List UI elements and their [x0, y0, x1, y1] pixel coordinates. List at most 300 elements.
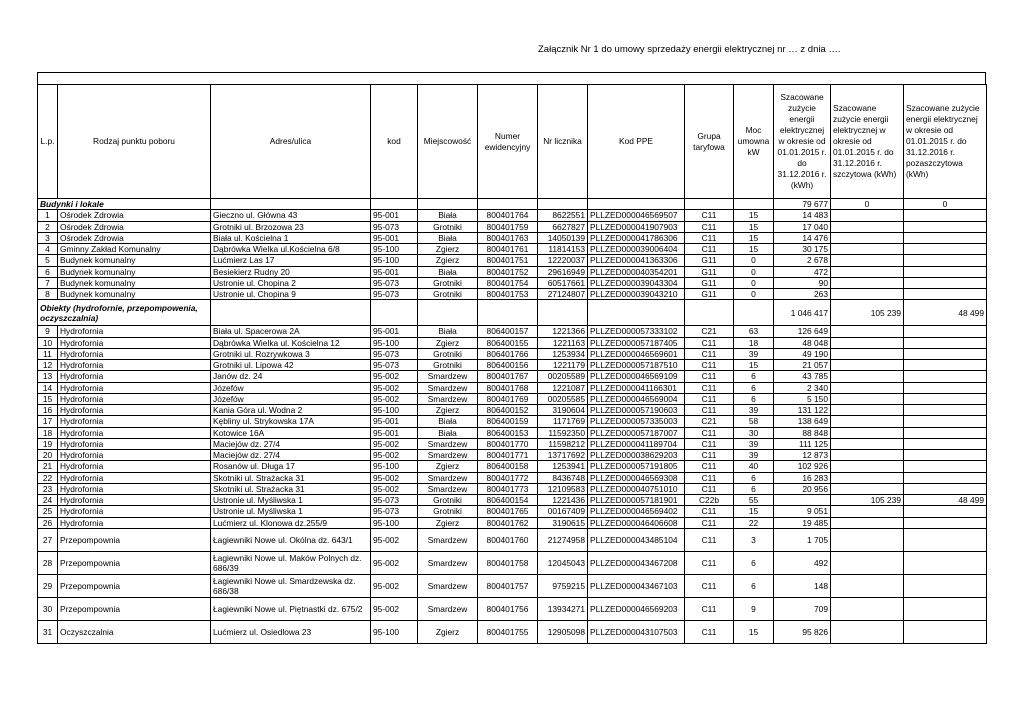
cell-zuz: 148	[774, 574, 831, 597]
cell-moc: 6	[734, 551, 774, 574]
cell-kod: 95-073	[371, 348, 418, 359]
cell-nr: 800401758	[478, 551, 538, 574]
cell-ppe: PLLZED000057187510	[588, 360, 685, 371]
cell-moc: 18	[734, 337, 774, 348]
cell-kod: 95-002	[371, 528, 418, 551]
cell-rodzaj: Hydrofornia	[58, 416, 211, 427]
cell-miejsc: Biała	[418, 210, 478, 221]
cell-nr: 806400154	[478, 495, 538, 506]
cell-rodzaj: Budynek komunalny	[58, 266, 211, 277]
cell-psz	[904, 289, 987, 300]
cell-psz	[904, 472, 987, 483]
cell-adres: Łagiewniki Nowe ul. Smardzewska dz. 686/38	[211, 574, 371, 597]
cell-zuz: 2 678	[774, 255, 831, 266]
cell-moc: 15	[734, 620, 774, 643]
cell-psz	[904, 620, 987, 643]
cell-sz	[831, 528, 904, 551]
cell-sz	[831, 450, 904, 461]
cell-ppe: PLLZED000046406608	[588, 517, 685, 528]
table-row	[38, 348, 987, 359]
cell-ppe: PLLZED000040751010	[588, 483, 685, 494]
cell-lp: 15	[38, 393, 58, 404]
cell-grupa: C11	[685, 461, 734, 472]
cell-lp: 28	[38, 551, 58, 574]
cell-zuz	[774, 495, 831, 506]
table-row	[38, 551, 987, 574]
cell-adres: Dąbrówka Wielka ul.Kościelna 6/8	[211, 244, 371, 255]
cell-zuz: 472	[774, 266, 831, 277]
col-pozaszczyt: Szacowane zużycie energii elektrycznej w okresie od 01.01.2015 r. do 31.12.2016 r. pozaszczytowa (kWh)	[904, 85, 987, 199]
table-row	[38, 266, 987, 277]
cell-kod: 95-002	[371, 551, 418, 574]
cell-grupa: C11	[685, 597, 734, 620]
table-row	[38, 517, 987, 528]
cell-sz	[831, 221, 904, 232]
cell-psz	[904, 348, 987, 359]
col-zuzycie: Szacowane zużycie energii elektrycznej w okresie od 01.01.2015 r. do 31.12.2016 r. (kWh)	[774, 85, 831, 199]
document-title: Załącznik Nr 1 do umowy sprzedaży energii elektrycznej nr … z dnia ….	[538, 44, 841, 55]
cell-psz	[904, 221, 987, 232]
energy-points-table	[37, 84, 987, 644]
cell-kod: 95-001	[371, 427, 418, 438]
cell-licz: 8622551	[538, 210, 588, 221]
cell-ppe: PLLZED000057187405	[588, 337, 685, 348]
cell-lp: 30	[38, 597, 58, 620]
table-row	[38, 574, 987, 597]
table-row	[38, 277, 987, 288]
cell-sz: 105 239	[831, 495, 904, 506]
cell-moc: 22	[734, 517, 774, 528]
cell-ppe: PLLZED000043467208	[588, 551, 685, 574]
cell-ppe: PLLZED000046569109	[588, 371, 685, 382]
cell-rodzaj: Hydrofornia	[58, 348, 211, 359]
cell-rodzaj: Hydrofornia	[58, 371, 211, 382]
table-row	[38, 427, 987, 438]
cell-lp: 13	[38, 371, 58, 382]
cell-nr: 806400152	[478, 405, 538, 416]
cell-zuz: 263	[774, 289, 831, 300]
cell-grupa: C11	[685, 528, 734, 551]
cell-lp: 31	[38, 620, 58, 643]
cell-ppe: PLLZED000039043304	[588, 277, 685, 288]
cell-sz	[831, 416, 904, 427]
cell-nr: 806400156	[478, 360, 538, 371]
cell-psz	[904, 337, 987, 348]
cell-lp: 7	[38, 277, 58, 288]
cell-moc: 0	[734, 277, 774, 288]
cell-licz: 27124807	[538, 289, 588, 300]
cell-ppe: PLLZED000041166301	[588, 382, 685, 393]
cell-miejsc: Smardzew	[418, 450, 478, 461]
cell-miejsc: Smardzew	[418, 472, 478, 483]
cell-zuz: 709	[774, 597, 831, 620]
cell-licz: 1221436	[538, 495, 588, 506]
cell-nr: 800401773	[478, 483, 538, 494]
cell-zuz: 5 150	[774, 393, 831, 404]
cell-zuz: 102 926	[774, 461, 831, 472]
cell-lp: 6	[38, 266, 58, 277]
cell-kod: 95-100	[371, 517, 418, 528]
cell-ppe: PLLZED000039006404	[588, 244, 685, 255]
cell-moc: 39	[734, 405, 774, 416]
cell-rodzaj: Oczyszczalnia	[58, 620, 211, 643]
cell-moc: 39	[734, 438, 774, 449]
cell-zuz: 19 485	[774, 517, 831, 528]
cell-zuz: 16 283	[774, 472, 831, 483]
cell-grupa: C11	[685, 438, 734, 449]
table-row	[38, 371, 987, 382]
cell-psz	[904, 597, 987, 620]
cell-grupa: C11	[685, 244, 734, 255]
table-row	[38, 483, 987, 494]
cell-moc: 9	[734, 597, 774, 620]
cell-nr: 806400153	[478, 427, 538, 438]
cell-kod: 95-002	[371, 574, 418, 597]
cell-lp: 27	[38, 528, 58, 551]
cell-rodzaj: Hydrofornia	[58, 506, 211, 517]
cell-moc: 0	[734, 266, 774, 277]
table-row	[38, 337, 987, 348]
cell-licz: 14050139	[538, 232, 588, 243]
cell-psz	[904, 266, 987, 277]
cell-grupa: G11	[685, 266, 734, 277]
cell-rodzaj: Hydrofornia	[58, 438, 211, 449]
cell-sz	[831, 472, 904, 483]
cell-kod: 95-002	[371, 483, 418, 494]
cell-licz: 00167409	[538, 506, 588, 517]
cell-sz	[831, 574, 904, 597]
cell-moc: 15	[734, 244, 774, 255]
cell-licz: 12905098	[538, 620, 588, 643]
cell-rodzaj: Hydrofornia	[58, 450, 211, 461]
cell-moc: 63	[734, 326, 774, 337]
cell-licz: 11814153	[538, 244, 588, 255]
cell-moc: 15	[734, 221, 774, 232]
cell-moc: 3	[734, 528, 774, 551]
cell-moc: 6	[734, 393, 774, 404]
cell-zuz: 131 122	[774, 405, 831, 416]
cell-moc: 40	[734, 461, 774, 472]
cell-miejsc: Smardzew	[418, 528, 478, 551]
col-moc: Moc umowna kW	[734, 85, 774, 199]
cell-moc: 30	[734, 427, 774, 438]
cell-nr: 800401754	[478, 277, 538, 288]
table-row	[38, 450, 987, 461]
cell-miejsc: Zgierz	[418, 517, 478, 528]
col-ppe: Kod PPE	[588, 85, 685, 199]
cell-licz: 13717692	[538, 450, 588, 461]
cell-nr: 800401763	[478, 232, 538, 243]
cell-sz	[831, 360, 904, 371]
table-row	[38, 405, 987, 416]
cell-kod: 95-001	[371, 266, 418, 277]
cell-licz: 6627827	[538, 221, 588, 232]
cell-zuz: 14 476	[774, 232, 831, 243]
cell-zuz: 21 057	[774, 360, 831, 371]
cell-nr: 800401768	[478, 382, 538, 393]
cell-ppe: PLLZED000041786306	[588, 232, 685, 243]
cell-lp: 1	[38, 210, 58, 221]
cell-sz	[831, 461, 904, 472]
col-numer: Numer ewidencyjny	[478, 85, 538, 199]
cell-grupa: C11	[685, 382, 734, 393]
cell-kod: 95-001	[371, 210, 418, 221]
cell-licz: 11592350	[538, 427, 588, 438]
cell-lp: 29	[38, 574, 58, 597]
cell-rodzaj: Hydrofornia	[58, 427, 211, 438]
cell-ppe: PLLZED000046569203	[588, 597, 685, 620]
cell-lp: 3	[38, 232, 58, 243]
cell-moc: 58	[734, 416, 774, 427]
col-kod: kod	[371, 85, 418, 199]
cell-grupa: C11	[685, 221, 734, 232]
cell-adres: Gieczno ul. Główna 43	[211, 210, 371, 221]
cell-grupa: C11	[685, 472, 734, 483]
section-total: 79 677	[774, 199, 831, 210]
cell-moc: 15	[734, 210, 774, 221]
section-pozaszczyt: 48 499	[904, 300, 987, 326]
cell-adres: Lućmierz Las 17	[211, 255, 371, 266]
cell-ppe: PLLZED000057335003	[588, 416, 685, 427]
cell-kod: 95-002	[371, 393, 418, 404]
cell-psz	[904, 244, 987, 255]
cell-grupa: C11	[685, 371, 734, 382]
section-label: Obiekty (hydrofornie, przepompowenia, oczyszczalnia)	[38, 300, 211, 326]
table-row	[38, 326, 987, 337]
cell-licz: 3190604	[538, 405, 588, 416]
cell-sz	[831, 517, 904, 528]
cell-grupa: C11	[685, 450, 734, 461]
cell-grupa: C11	[685, 483, 734, 494]
cell-licz: 12109583	[538, 483, 588, 494]
cell-grupa: C11	[685, 210, 734, 221]
cell-kod: 95-100	[371, 405, 418, 416]
cell-sz	[831, 483, 904, 494]
cell-ppe: PLLZED000043467103	[588, 574, 685, 597]
cell-sz	[831, 277, 904, 288]
cell-adres: Rosanów ul. Długa 17	[211, 461, 371, 472]
cell-licz: 12220037	[538, 255, 588, 266]
cell-zuz: 126 649	[774, 326, 831, 337]
cell-lp: 14	[38, 382, 58, 393]
cell-kod: 95-100	[371, 337, 418, 348]
section-total: 1 046 417	[774, 300, 831, 326]
cell-rodzaj: Hydrofornia	[58, 405, 211, 416]
cell-adres: Grotniki ul. Lipowa 42	[211, 360, 371, 371]
cell-grupa: C22b	[685, 495, 734, 506]
table-row	[38, 438, 987, 449]
col-rodzaj: Rodzaj punktu poboru	[58, 85, 211, 199]
cell-psz	[904, 483, 987, 494]
cell-kod: 95-073	[371, 360, 418, 371]
col-lp: L.p.	[38, 85, 58, 199]
cell-kod: 95-001	[371, 232, 418, 243]
cell-adres: Grotniki ul. Brzozowa 23	[211, 221, 371, 232]
cell-lp: 9	[38, 326, 58, 337]
cell-sz	[831, 266, 904, 277]
cell-kod: 95-001	[371, 416, 418, 427]
cell-adres: Biała ul. Kościelna 1	[211, 232, 371, 243]
cell-zuz: 49 190	[774, 348, 831, 359]
cell-lp: 24	[38, 495, 58, 506]
cell-miejsc: Smardzew	[418, 371, 478, 382]
table-row	[38, 393, 987, 404]
cell-grupa: G11	[685, 255, 734, 266]
cell-licz: 1253934	[538, 348, 588, 359]
cell-nr: 806400155	[478, 337, 538, 348]
cell-grupa: C11	[685, 620, 734, 643]
cell-zuz: 9 051	[774, 506, 831, 517]
cell-lp: 11	[38, 348, 58, 359]
cell-moc: 39	[734, 348, 774, 359]
cell-lp: 5	[38, 255, 58, 266]
cell-lp: 16	[38, 405, 58, 416]
cell-ppe: PLLZED000057181901	[588, 495, 685, 506]
cell-kod: 95-100	[371, 461, 418, 472]
cell-ppe: PLLZED000057190603	[588, 405, 685, 416]
cell-rodzaj: Przepompownia	[58, 528, 211, 551]
cell-miejsc: Smardzew	[418, 574, 478, 597]
cell-psz	[904, 528, 987, 551]
cell-ppe: PLLZED000041907903	[588, 221, 685, 232]
table-row	[38, 289, 987, 300]
col-szczyt: Szacowane zużycie energii elektrycznej w okresie od 01.01.2015 r. do 31.12.2016 r. szczytowa (kWh)	[831, 85, 904, 199]
cell-rodzaj: Budynek komunalny	[58, 289, 211, 300]
cell-grupa: C21	[685, 326, 734, 337]
cell-zuz: 48 048	[774, 337, 831, 348]
cell-licz: 00205589	[538, 371, 588, 382]
cell-psz	[904, 427, 987, 438]
cell-kod: 95-073	[371, 495, 418, 506]
cell-moc: 0	[734, 289, 774, 300]
cell-miejsc: Biała	[418, 232, 478, 243]
col-grupa: Grupa taryfowa	[685, 85, 734, 199]
cell-nr: 800401760	[478, 528, 538, 551]
section-szczyt: 0	[831, 199, 904, 210]
cell-rodzaj: Hydrofornia	[58, 360, 211, 371]
cell-nr: 800401757	[478, 574, 538, 597]
cell-adres: Lućmierz ul. Klonowa dz.255/9	[211, 517, 371, 528]
cell-rodzaj: Hydrofornia	[58, 461, 211, 472]
cell-kod: 95-100	[371, 620, 418, 643]
cell-adres: Ustronie ul. Myśliwska 1	[211, 506, 371, 517]
cell-ppe: PLLZED000039043210	[588, 289, 685, 300]
cell-nr: 800401764	[478, 210, 538, 221]
cell-miejsc: Biała	[418, 326, 478, 337]
cell-zuz: 12 873	[774, 450, 831, 461]
cell-adres: Ustronie ul. Myśliwska 1	[211, 495, 371, 506]
cell-nr: 800401765	[478, 506, 538, 517]
cell-nr: 800401769	[478, 393, 538, 404]
cell-psz	[904, 461, 987, 472]
cell-moc: 6	[734, 483, 774, 494]
cell-lp: 23	[38, 483, 58, 494]
cell-rodzaj: Przepompownia	[58, 551, 211, 574]
cell-ppe: PLLZED000041363306	[588, 255, 685, 266]
cell-moc: 15	[734, 360, 774, 371]
cell-nr: 806400157	[478, 326, 538, 337]
cell-nr: 800401771	[478, 450, 538, 461]
cell-kod: 95-100	[371, 244, 418, 255]
cell-nr: 800401767	[478, 371, 538, 382]
cell-sz	[831, 551, 904, 574]
cell-sz	[831, 393, 904, 404]
header-row	[38, 85, 987, 199]
cell-zuz: 20 956	[774, 483, 831, 494]
cell-miejsc: Smardzew	[418, 597, 478, 620]
cell-miejsc: Smardzew	[418, 382, 478, 393]
table-row	[38, 255, 987, 266]
cell-adres: Besiekierz Rudny 20	[211, 266, 371, 277]
section-label: Budynki i lokale	[38, 199, 211, 210]
cell-psz	[904, 416, 987, 427]
cell-licz: 12045043	[538, 551, 588, 574]
cell-adres: Łagiewniki Nowe ul. Piętnastki dz. 675/2	[211, 597, 371, 620]
cell-nr: 800401772	[478, 472, 538, 483]
cell-moc: 0	[734, 255, 774, 266]
cell-adres: Skotniki ul. Strażacka 31	[211, 483, 371, 494]
cell-miejsc: Zgierz	[418, 337, 478, 348]
cell-licz: 1221366	[538, 326, 588, 337]
cell-nr: 800401753	[478, 289, 538, 300]
cell-kod: 95-001	[371, 326, 418, 337]
cell-kod: 95-073	[371, 221, 418, 232]
cell-kod: 95-002	[371, 472, 418, 483]
cell-zuz: 14 483	[774, 210, 831, 221]
cell-sz	[831, 506, 904, 517]
cell-lp: 19	[38, 438, 58, 449]
cell-moc: 55	[734, 495, 774, 506]
cell-miejsc: Grotniki	[418, 506, 478, 517]
cell-psz	[904, 255, 987, 266]
cell-ppe: PLLZED000043485104	[588, 528, 685, 551]
table-row	[38, 495, 987, 506]
cell-miejsc: Zgierz	[418, 244, 478, 255]
cell-ppe: PLLZED000043107503	[588, 620, 685, 643]
cell-nr: 800401756	[478, 597, 538, 620]
cell-lp: 25	[38, 506, 58, 517]
col-adres: Adres/ulica	[211, 85, 371, 199]
cell-kod: 95-100	[371, 255, 418, 266]
cell-nr: 800401759	[478, 221, 538, 232]
cell-grupa: G11	[685, 277, 734, 288]
cell-ppe: PLLZED000038629203	[588, 450, 685, 461]
cell-miejsc: Biała	[418, 416, 478, 427]
cell-rodzaj: Przepompownia	[58, 574, 211, 597]
cell-lp: 8	[38, 289, 58, 300]
cell-ppe: PLLZED000046569004	[588, 393, 685, 404]
cell-lp: 26	[38, 517, 58, 528]
cell-miejsc: Smardzew	[418, 483, 478, 494]
cell-adres: Łagiewniki Nowe ul. Maków Polnych dz. 686/39	[211, 551, 371, 574]
cell-licz: 11598212	[538, 438, 588, 449]
cell-zuz: 1 705	[774, 528, 831, 551]
cell-psz	[904, 405, 987, 416]
cell-adres: Lućmierz ul. Osiedlowa 23	[211, 620, 371, 643]
cell-moc: 6	[734, 472, 774, 483]
cell-grupa: C11	[685, 337, 734, 348]
cell-lp: 18	[38, 427, 58, 438]
cell-miejsc: Grotniki	[418, 360, 478, 371]
cell-licz: 21274958	[538, 528, 588, 551]
table-row	[38, 360, 987, 371]
cell-adres: Kotowice 16A	[211, 427, 371, 438]
table-row	[38, 620, 987, 643]
cell-licz: 1253941	[538, 461, 588, 472]
cell-grupa: G11	[685, 289, 734, 300]
cell-psz	[904, 450, 987, 461]
cell-grupa: C11	[685, 517, 734, 528]
